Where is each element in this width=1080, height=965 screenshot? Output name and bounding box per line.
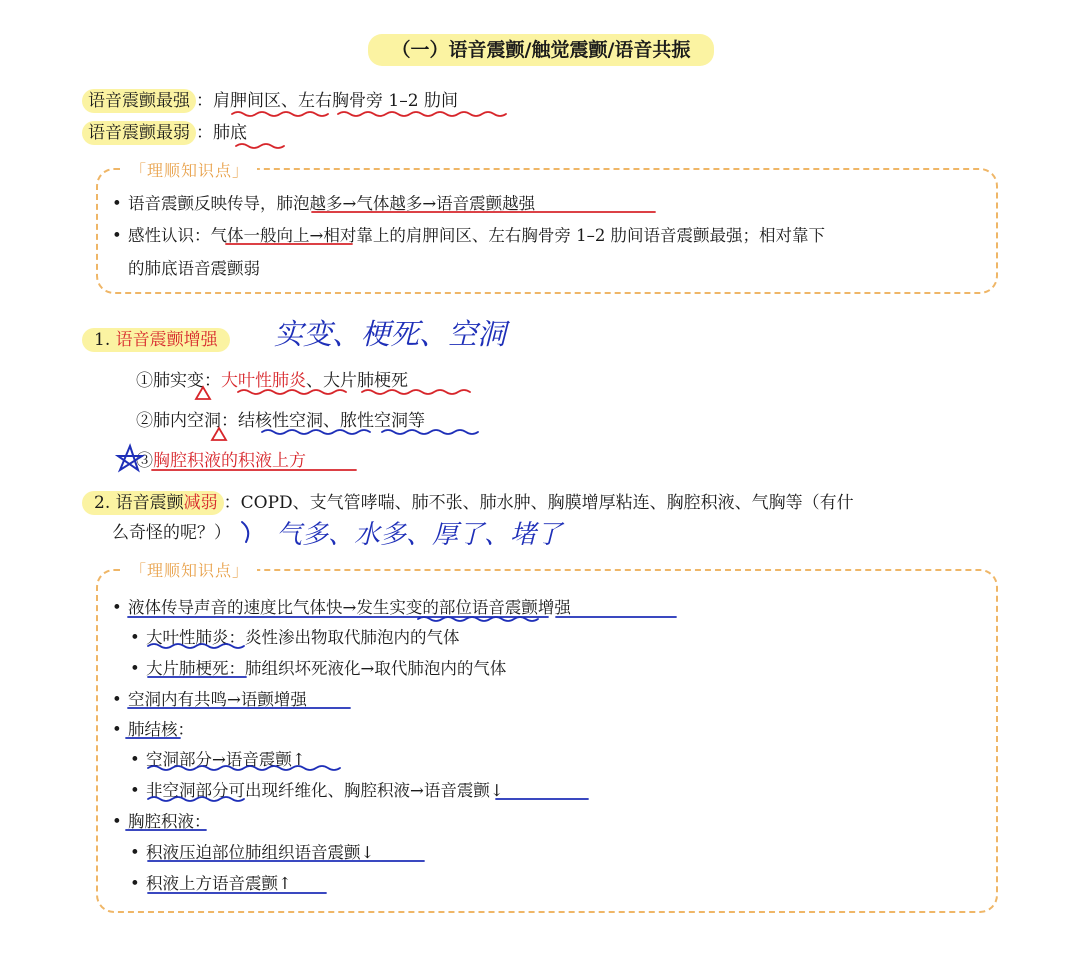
section1-number: 1.: [94, 330, 116, 350]
box2-line8: [112, 808, 211, 832]
bullet: •: [112, 812, 122, 831]
box2-l8: 胸腔积液: [128, 812, 194, 831]
blue-paren-mark: [242, 522, 248, 542]
box2-l1a: 液体传导声音的速度比气体快: [128, 598, 343, 617]
handwritten-note-2: 气多、水多、厚了、堵了: [276, 520, 563, 550]
box2-line3: [130, 655, 506, 679]
item2-b: 脓性空洞等: [340, 411, 425, 431]
box2-l1c: 发生实变的部位: [356, 598, 472, 617]
box2-l7b: 可出现纤维化、胸腔积液: [228, 781, 410, 800]
box2-l8b: ：: [194, 812, 211, 831]
strongest-label: 语音震颤最强: [82, 89, 196, 113]
section1-item-1: [136, 366, 408, 391]
section1-item-3: [136, 446, 306, 471]
bullet: •: [112, 598, 122, 617]
box2-l9: 积液压迫部位肺组织语音震颤↓: [146, 843, 375, 862]
bullet: •: [112, 720, 122, 739]
bullet: •: [130, 750, 140, 769]
strongest-sep: ：: [196, 91, 213, 111]
box2-line6: [130, 746, 306, 770]
box2-l10: 积液上方语音震颤↑: [146, 874, 292, 893]
box2-l7d: 语音震颤↓: [423, 781, 504, 800]
box2-l4c: 语颤增强: [240, 690, 307, 709]
bullet: •: [130, 628, 140, 647]
box2-l6: 空洞部分→语音震颤↑: [146, 750, 306, 769]
bullet: •: [130, 781, 140, 800]
section2-text: ：COPD、支气管哮喘、肺不张、肺水肿、胸膜增厚粘连、胸腔积液、气胸等（有什: [223, 493, 854, 513]
section2-number: 2.: [94, 493, 116, 513]
section2-title-red: 减弱: [183, 493, 218, 513]
weakest-value: 肺底: [213, 123, 247, 143]
box1-line2-b: 气体一般向上: [210, 226, 310, 245]
box2-line10: [130, 870, 292, 894]
weakest-sep: ：: [196, 123, 213, 143]
section1-heading: [82, 325, 230, 350]
item2-prefix: ②肺内空洞：: [136, 411, 238, 431]
box2-l1d: 语音震颤增强: [471, 598, 571, 617]
box2-l3a: 大片肺梗死: [146, 659, 229, 678]
box1-line1-a: 语音震颤反映传导，: [128, 194, 277, 213]
box2-line4: [112, 686, 307, 710]
strongest-part2: 、: [281, 91, 298, 111]
strongest-part1: 肩胛间区: [213, 91, 281, 111]
section2-title: 语音震颤: [115, 493, 184, 513]
box2-l4a: 空洞内有共鸣: [128, 690, 227, 709]
box2-line5: [112, 716, 194, 740]
section2-text-line2: 么奇怪的呢？）: [112, 523, 231, 543]
box1-line3: 的肺底语音震颤弱: [128, 259, 260, 278]
strongest-row: [82, 86, 458, 111]
section-title: （一）语音震颤/触觉震颤/语音共振: [368, 34, 714, 66]
weakest-row: [82, 118, 247, 143]
box2-l1b: →: [342, 598, 357, 617]
bullet: •: [112, 690, 122, 709]
weakest-label: 语音震颤最弱: [82, 121, 196, 145]
item2-sep: 、: [323, 411, 340, 431]
box1-line2: [112, 222, 825, 246]
box2-l5b: ：: [177, 720, 194, 739]
box2-line9: [130, 839, 374, 863]
box2-line2: [130, 624, 460, 648]
section1-title: 语音震颤增强: [115, 330, 218, 350]
bullet: •: [112, 194, 122, 213]
item3-prefix: ③: [136, 451, 153, 471]
box2-l3b: ：肺组织坏死液化→取代肺泡内的气体: [228, 659, 507, 678]
red-underline-weakest: [236, 144, 284, 148]
bullet: •: [112, 226, 122, 245]
box2-l2a: 大叶性肺炎: [146, 628, 229, 647]
knowledge-box-2-label: 「理顺知识点」: [122, 558, 257, 581]
item3-a: 胸腔积液的积液上方: [153, 451, 306, 471]
box1-line1-b: 肺泡越多→气体越多→语音震颤越强: [276, 194, 536, 213]
box1-line2-c: →相对靠上的肩胛间区、左右胸骨旁 1–2 肋间语音震颤最强；相对靠下: [309, 226, 826, 245]
item1-prefix: ①肺实变：: [136, 371, 221, 391]
box2-line1: [112, 594, 571, 618]
section2-title-highlight: [82, 491, 224, 515]
box2-l7a: 非空洞部分: [146, 781, 229, 800]
item1-b: 大片肺梗死: [323, 371, 408, 391]
section1-item-2: [136, 406, 425, 431]
handwritten-note-1: 实变、梗死、空洞: [274, 317, 507, 351]
item2-a: 结核性空洞: [238, 411, 323, 431]
item1-sep: 、: [306, 371, 323, 391]
box2-line7: [130, 777, 504, 801]
bullet: •: [130, 843, 140, 862]
box1-line2-a: 感性认识：: [128, 226, 211, 245]
red-underline-strongest-1: [232, 112, 328, 116]
knowledge-box-1-label: 「理顺知识点」: [122, 158, 257, 181]
box1-line1: [112, 190, 535, 214]
bullet: •: [130, 874, 140, 893]
item1-a: 大叶性肺炎: [221, 371, 306, 391]
section1-title-highlight: [82, 328, 230, 352]
strongest-part3: 左右胸骨旁 1–2 肋间: [298, 91, 458, 111]
box2-l7c: →: [410, 781, 424, 800]
box2-l4b: →: [227, 690, 241, 709]
box2-l2b: ：炎性渗出物取代肺泡内的气体: [228, 628, 460, 647]
bullet: •: [130, 659, 140, 678]
red-underline-strongest-2: [338, 112, 506, 116]
box2-l5: 肺结核: [128, 720, 178, 739]
section2-heading: [82, 488, 854, 513]
